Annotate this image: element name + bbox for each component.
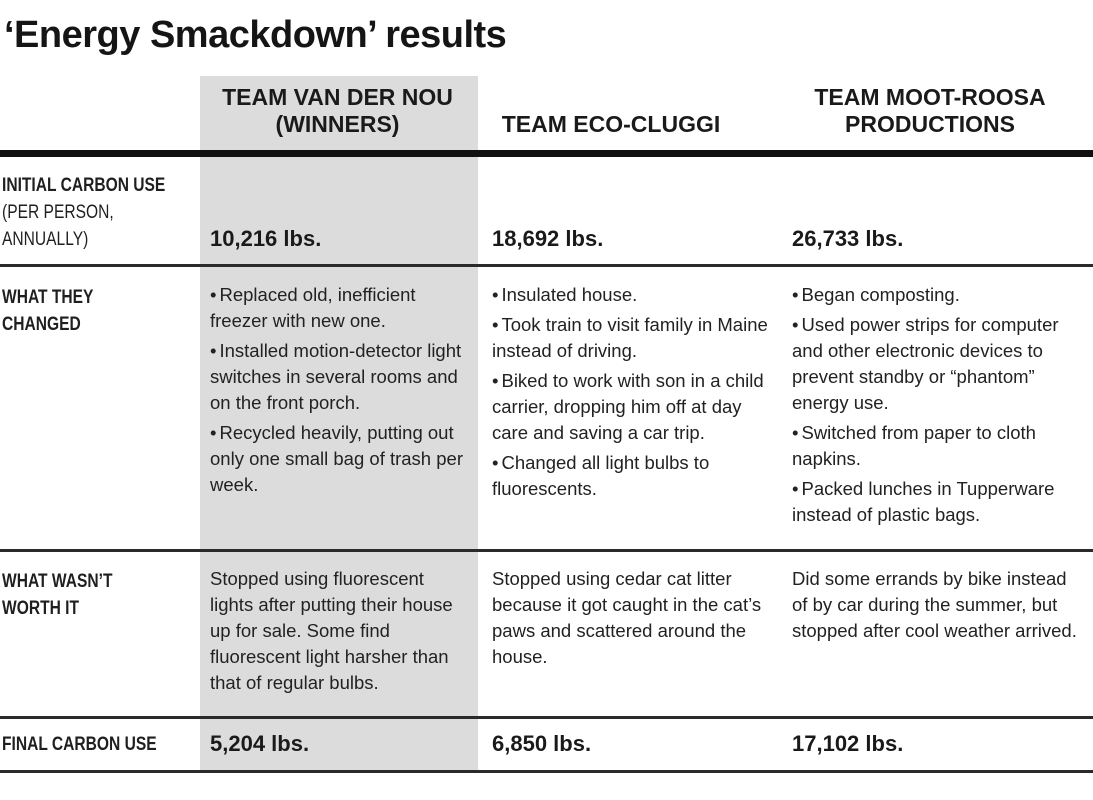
row-label-text: WHAT THEY [2, 287, 94, 308]
change-item: • Changed all light bulbs to fluorescents. [492, 450, 772, 502]
column-header-line: TEAM VAN DER NOU [222, 84, 453, 110]
row-label-text: CHANGED [2, 314, 81, 335]
initial-value-van-der-nou: 10,216 lbs. [210, 226, 322, 251]
row-label-what-wasnt-worth-it [2, 568, 112, 622]
initial-value-eco-cluggi: 18,692 lbs. [492, 226, 604, 251]
change-item: • Packed lunches in Tupperware instead of plastic bags. [792, 476, 1090, 528]
row-label-text: WHAT WASN’T [2, 571, 113, 592]
row-divider [0, 716, 1093, 719]
row-label-initial-carbon-use [2, 172, 165, 253]
final-value-eco-cluggi: 6,850 lbs. [492, 731, 592, 756]
row-sublabel-text: ANNUALLY) [2, 229, 89, 250]
column-header-eco-cluggi [486, 111, 736, 138]
final-value-van-der-nou: 5,204 lbs. [210, 731, 310, 756]
column-header-van-der-nou [205, 84, 470, 138]
not-worth-it-eco-cluggi: Stopped using cedar cat litter because it got caught in the cat’s paws and scattered around the house. [492, 568, 762, 667]
header-divider [0, 150, 1093, 157]
column-header-line: TEAM ECO-CLUGGI [501, 111, 721, 137]
change-item: • Began composting. [792, 282, 1090, 308]
column-header-line: (WINNERS) [275, 111, 400, 137]
table-bottom-rule [0, 770, 1093, 773]
not-worth-it-van-der-nou: Stopped using fluorescent lights after putting their house up for sale. Some find fluorescent light harsher than that of regular bulbs. [210, 568, 453, 693]
row-label-text: WORTH IT [2, 598, 80, 619]
change-item: • Biked to work with son in a child carrier, dropping him off at day care and saving a car trip. [492, 368, 772, 446]
change-item: • Replaced old, inefficient freezer with new one. [210, 282, 472, 334]
row-label-text: FINAL CARBON USE [2, 734, 157, 755]
column-header-line: TEAM MOOT-ROOSA [814, 84, 1046, 110]
row-label-final-carbon-use [2, 731, 157, 758]
column-header-moot-roosa [780, 84, 1080, 138]
changes-eco-cluggi [492, 282, 772, 506]
row-divider [0, 264, 1093, 267]
change-item: • Used power strips for computer and other electronic devices to prevent standby or “phantom” energy use. [792, 312, 1090, 416]
change-item: • Installed motion-detector light switches in several rooms and on the front porch. [210, 338, 472, 416]
changes-van-der-nou [210, 282, 472, 502]
change-item: • Insulated house. [492, 282, 772, 308]
row-label-what-they-changed [2, 284, 93, 338]
initial-value-moot-roosa: 26,733 lbs. [792, 226, 904, 251]
changes-moot-roosa [792, 282, 1090, 532]
row-divider [0, 549, 1093, 552]
row-label-text: INITIAL CARBON USE [2, 175, 166, 196]
page-title: ‘Energy Smackdown’ results [4, 14, 507, 56]
change-item: • Took train to visit family in Maine instead of driving. [492, 312, 772, 364]
row-sublabel-text: (PER PERSON, [2, 202, 114, 223]
column-header-line: PRODUCTIONS [845, 111, 1015, 137]
change-item: • Recycled heavily, putting out only one small bag of trash per week. [210, 420, 472, 498]
change-item: • Switched from paper to cloth napkins. [792, 420, 1090, 472]
not-worth-it-moot-roosa: Did some errands by bike instead of by car during the summer, but stopped after cool weather arrived. [792, 568, 1077, 641]
final-value-moot-roosa: 17,102 lbs. [792, 731, 904, 756]
